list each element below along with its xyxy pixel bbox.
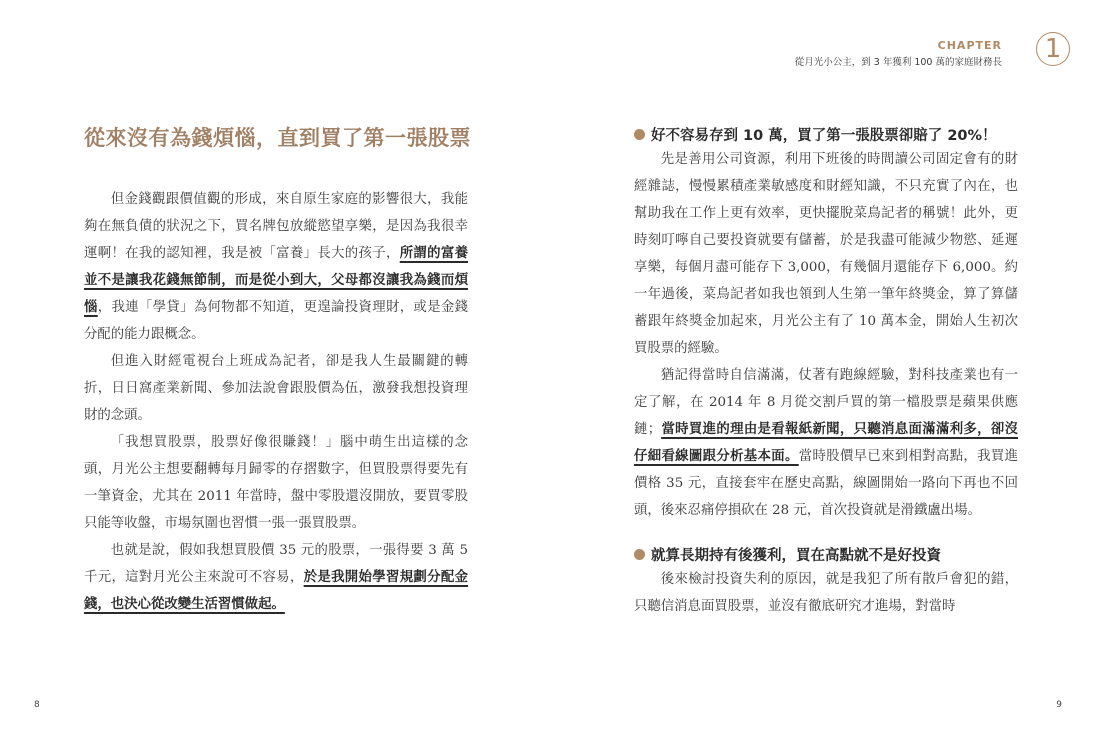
- right-page: [634, 124, 1018, 620]
- chapter-label: CHAPTER: [937, 39, 1002, 52]
- section-1-body: [634, 146, 1018, 524]
- paragraph-4: [84, 537, 468, 618]
- page-number-left: 8: [34, 700, 40, 710]
- paragraph-2: 但進入財經電視台上班成為記者，卻是我人生最關鍵的轉折，日日窩產業新聞、參加法說會跟股價為伍，激發我想投資理財的念頭。: [84, 354, 468, 423]
- left-body: [84, 186, 468, 618]
- text-run: 但金錢觀跟價值觀的形成，來自原生家庭的影響很大，我能夠在無負債的狀況之下，買名牌包放縱慾望享樂，是因為我很幸運啊！在我的認知裡，我是被「富養」長大的孩子，: [84, 192, 468, 261]
- page-number-right: 9: [1056, 700, 1062, 710]
- bullet-dot-icon: [634, 549, 645, 560]
- paragraph-1: 後來檢討投資失利的原因，就是我犯了所有散戶會犯的錯，只聽信消息面買股票，並沒有徹底研究才進場，對當時: [634, 572, 1018, 614]
- section-2-body: [634, 566, 1018, 620]
- section-heading-1: [634, 124, 1018, 145]
- running-header: [740, 32, 1070, 80]
- section-heading-text: 就算長期持有後獲利，買在高點就不是好投資: [651, 548, 941, 564]
- left-page: [84, 122, 471, 618]
- text-run: ，我連「學貸」為何物都不知道，更遑論投資理財，或是金錢分配的能力跟概念。: [84, 300, 469, 342]
- text-run: 猶記得當時自信滿滿，仗著有跑線經驗，對科技產業也有一定了解，在 2014 年 8 月從交割戶買的第一檔股票是蘋果供應鏈；: [634, 368, 1018, 437]
- text-run: 也就是說，假如我想買股價 35 元的股票，一張得要 3 萬 5 千元，這對月光公主來說可不容易，: [84, 543, 468, 585]
- highlighted-text: 所謂的富養並不是讓我花錢無節制，而是從小到大，父母都沒讓我為錢而煩惱: [84, 246, 468, 315]
- highlighted-text: 當時買進的理由是看報紙新聞，只聽消息面滿滿利多，卻沒仔細看線圖跟分析基本面。: [634, 422, 1019, 464]
- highlighted-text: 於是我開始學習規劃分配金錢，也決心從改變生活習慣做起。: [84, 570, 469, 612]
- section-heading-2: [634, 544, 1018, 565]
- paragraph-3: 「我想買股票，股票好像很賺錢！」腦中萌生出這樣的念頭，月光公主想要翻轉每月歸零的存摺數字，但買股票得要先有一筆資金，尤其在 2011 年當時，盤中零股還沒開放，要買零股只能等收盤，市場氛圍也習慣一張一張買股票。: [84, 435, 468, 531]
- chapter-number: 1: [1044, 34, 1062, 64]
- text-run: 當時股價早已來到相對高點，我買進價格 35 元，直接套牢在歷史高點，線圖開始一路向下再也不回頭，後來忍痛停損砍在 28 元，首次投資就是滑鐵盧出場。: [634, 449, 1019, 518]
- book-subtitle: 從月光小公主，到 3 年獲利 100 萬的家庭財務長: [794, 57, 1002, 68]
- paragraph-1: [84, 186, 468, 348]
- paragraph-1: 先是善用公司資源，利用下班後的時間讀公司固定會有的財經雜誌，慢慢累積產業敏感度和財經知識，不只充實了內在，也幫助我在工作上更有效率，更快擺脫菜鳥記者的稱號！此外，更時刻叮嚀自己要投資就要有儲蓄，於是我盡可能減少物慾、延遲享樂，每個月盡可能存下 3,000，有幾個月還能存下 6,000。約一年過後，菜鳥記者如我也領到人生第一筆年終獎金，算了算儲蓄跟年終獎金加起來，月光公主有了 10 萬本金，開始人生初次買股票的經驗。: [634, 152, 1018, 356]
- paragraph-2: [634, 362, 1018, 524]
- page-title: 從來沒有為錢煩惱，直到買了第一張股票: [84, 125, 471, 150]
- bullet-dot-icon: [634, 129, 645, 140]
- section-heading-text: 好不容易存到 10 萬，買了第一張股票卻賠了 20%！: [651, 128, 997, 144]
